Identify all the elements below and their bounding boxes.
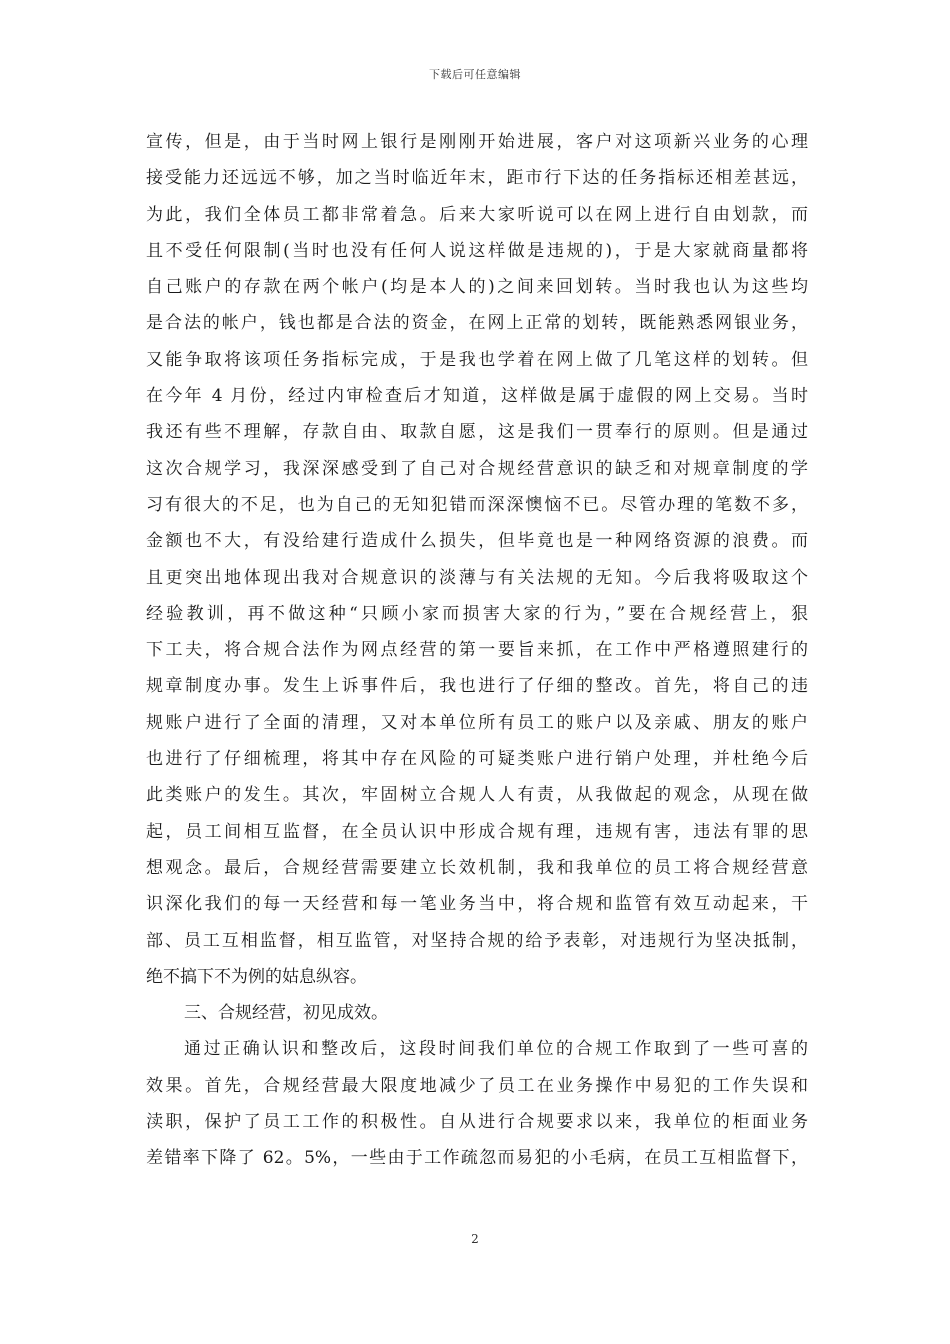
text-line: 为此，我们全体员工都非常着急。后来大家听说可以在网上进行自由划款，而 (146, 204, 808, 225)
text-line: 是合法的帐户，钱也都是合法的资金，在网上正常的划转，既能熟悉网银业务， (146, 313, 808, 334)
text-line: 这次合规学习，我深深感受到了自己对合规经营意识的缺乏和对规章制度的学 (146, 458, 808, 479)
page-number: 2 (471, 1232, 479, 1246)
text-line: 下工夫，将合规合法作为网点经营的第一要旨来抓，在工作中严格遵照建行的 (146, 640, 808, 661)
section-heading: 三、合规经营，初见成效。 (184, 1003, 388, 1024)
text-line: 想观念。最后，合规经营需要建立长效机制，我和我单位的员工将合规经营意 (146, 857, 808, 878)
text-line: 自己账户的存款在两个帐户(均是本人的)之间来回划转。当时我也认为这些均 (146, 277, 808, 298)
text-line: 接受能力还远远不够，加之当时临近年末，距市行下达的任务指标还相差甚远， (146, 168, 808, 189)
text-line: 也进行了仔细梳理，将其中存在风险的可疑类账户进行销户处理，并杜绝今后 (146, 749, 808, 770)
text-line: 规章制度办事。发生上诉事件后，我也进行了仔细的整改。首先，将自己的违 (146, 676, 808, 697)
text-line: 此类账户的发生。其次，牢固树立合规人人有责，从我做起的观念，从现在做 (146, 785, 808, 806)
text-line: 在今年 4 月份，经过内审检查后才知道，这样做是属于虚假的网上交易。当时 (146, 386, 808, 407)
text-line: 且不受任何限制(当时也没有任何人说这样做是违规的)，于是大家就商量都将 (146, 240, 808, 261)
text-line: 习有很大的不足，也为自己的无知犯错而深深懊恼不已。尽管办理的笔数不多， (146, 494, 808, 515)
text-line: 规账户进行了全面的清理，又对本单位所有员工的账户以及亲戚、朋友的账户 (146, 712, 808, 733)
text-line: 绝不搞下不为例的姑息纵容。 (146, 966, 367, 987)
text-line: 渎职，保护了员工工作的积极性。自从进行合规要求以来，我单位的柜面业务 (146, 1112, 808, 1133)
page-header-note: 下载后可任意编辑 (429, 68, 521, 81)
text-line: 起，员工间相互监督，在全员认识中形成合规有理，违规有害，违法有罪的思 (146, 821, 808, 842)
text-line: 通过正确认识和整改后，这段时间我们单位的合规工作取到了一些可喜的 (184, 1039, 808, 1060)
text-line: 差错率下降了 62。5%，一些由于工作疏忽而易犯的小毛病，在员工互相监督下， (146, 1148, 808, 1169)
text-line: 部、员工互相监督，相互监管，对坚持合规的给予表彰，对违规行为坚决抵制， (146, 930, 808, 951)
text-line: 识深化我们的每一天经营和每一笔业务当中，将合规和监管有效互动起来，干 (146, 894, 808, 915)
text-line: 我还有些不理解，存款自由、取款自愿，这是我们一贯奉行的原则。但是通过 (146, 422, 808, 443)
text-line: 经验教训，再不做这种“只顾小家而损害大家的行为，”要在合规经营上，狠 (146, 603, 808, 624)
text-line: 金额也不大，有没给建行造成什么损失，但毕竟也是一种网络资源的浪费。而 (146, 531, 808, 552)
text-line: 效果。首先，合规经营最大限度地减少了员工在业务操作中易犯的工作失误和 (146, 1075, 808, 1096)
document-body (146, 124, 808, 1177)
text-line: 且更突出地体现出我对合规意识的淡薄与有关法规的无知。今后我将吸取这个 (146, 567, 808, 588)
text-line: 宣传，但是，由于当时网上银行是刚刚开始进展，客户对这项新兴业务的心理 (146, 132, 808, 152)
text-line: 又能争取将该项任务指标完成，于是我也学着在网上做了几笔这样的划转。但 (146, 349, 808, 370)
